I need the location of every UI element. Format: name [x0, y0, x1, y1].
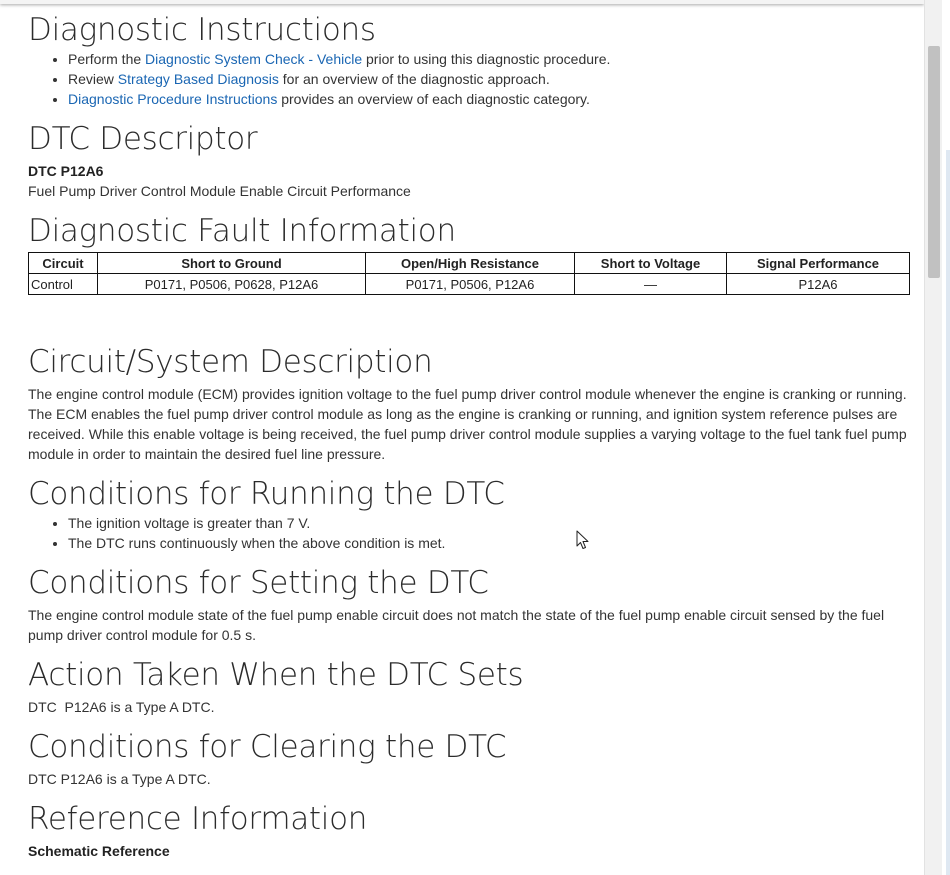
column-header: Short to Ground	[98, 253, 366, 274]
column-header: Open/High Resistance	[366, 253, 575, 274]
column-header: Circuit	[29, 253, 98, 274]
conditions-setting-heading: Conditions for Setting the DTC	[28, 565, 489, 601]
action-taken-text: DTC P12A6 is a Type A DTC.	[28, 699, 215, 715]
right-edge-strip	[942, 0, 950, 875]
list-item: • Review Strategy Based Diagnosis for an overview of the diagnostic approach.	[68, 69, 910, 89]
document-content	[28, 0, 910, 861]
table-cell: P12A6	[727, 274, 910, 295]
table-header-row	[29, 253, 910, 274]
fault-info-heading: Diagnostic Fault Information	[28, 213, 456, 249]
action-taken-heading: Action Taken When the DTC Sets	[28, 657, 524, 693]
schematic-reference-label: Schematic Reference	[28, 843, 170, 859]
fault-info-table	[28, 252, 910, 295]
conditions-clearing-text: DTC P12A6 is a Type A DTC.	[28, 771, 211, 787]
column-header: Short to Voltage	[575, 253, 727, 274]
list-item: • The DTC runs continuously when the above condition is met.	[68, 533, 910, 553]
list-item: • Perform the Diagnostic System Check - Vehicle prior to using this diagnostic procedure.	[68, 49, 910, 69]
link-strategy-based-diagnosis[interactable]: Strategy Based Diagnosis	[117, 71, 279, 87]
table-cell: Control	[29, 274, 98, 295]
table-cell: —	[575, 274, 727, 295]
table-row	[29, 274, 910, 295]
table-cell: P0171, P0506, P12A6	[366, 274, 575, 295]
circuit-description-text: The engine control module (ECM) provides ignition voltage to the fuel pump driver control module whenever the engine is cranking or running. The ECM enables the fuel pump driver control module as long as the engine is cranking or running, and ignition system reference pulses are received. While this enable voltage is being received, the fuel pump driver control module supplies a varying voltage to the fuel tank fuel pump module in order to maintain the desired fuel line pressure.	[28, 386, 907, 462]
diagnostic-instructions-heading: Diagnostic Instructions	[28, 12, 376, 48]
dtc-code: DTC P12A6	[28, 163, 104, 179]
diagnostic-instructions-list	[28, 49, 910, 109]
reference-info-heading: Reference Information	[28, 801, 368, 837]
link-diagnostic-system-check[interactable]: Diagnostic System Check - Vehicle	[145, 51, 363, 67]
table-cell: P0171, P0506, P0628, P12A6	[98, 274, 366, 295]
conditions-running-list	[28, 513, 910, 553]
conditions-clearing-heading: Conditions for Clearing the DTC	[28, 729, 507, 765]
conditions-setting-text: The engine control module state of the fuel pump enable circuit does not match the state of the fuel pump enable circuit sensed by the fuel pump driver control module for 0.5 s.	[28, 607, 885, 643]
conditions-running-heading: Conditions for Running the DTC	[28, 476, 505, 512]
circuit-description-heading: Circuit/System Description	[28, 344, 433, 380]
list-item: • The ignition voltage is greater than 7 V.	[68, 513, 910, 533]
scrollbar-thumb[interactable]	[928, 46, 940, 278]
link-diagnostic-procedure-instructions[interactable]: Diagnostic Procedure Instructions	[68, 91, 278, 107]
mouse-cursor-icon	[576, 530, 590, 550]
column-header: Signal Performance	[727, 253, 910, 274]
list-item: • Diagnostic Procedure Instructions provides an overview of each diagnostic category.	[68, 89, 910, 109]
dtc-descriptor-heading: DTC Descriptor	[28, 121, 258, 157]
dtc-description: Fuel Pump Driver Control Module Enable Circuit Performance	[28, 183, 411, 199]
